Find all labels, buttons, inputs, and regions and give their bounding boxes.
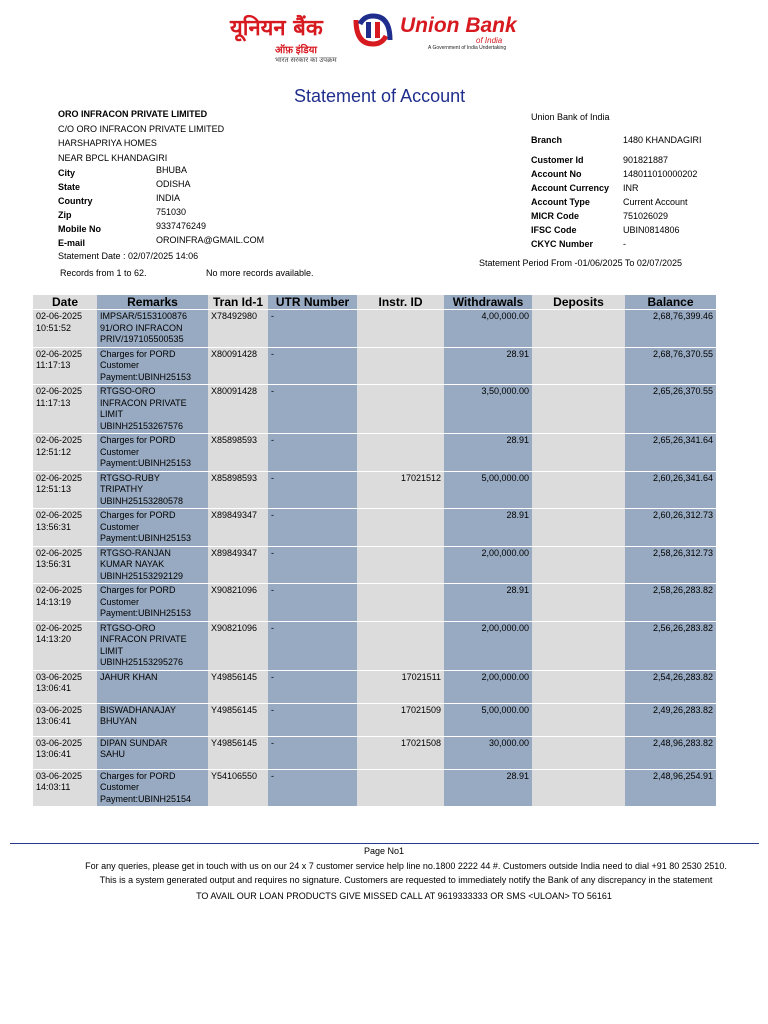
cell-withdrawals: 2,00,000.00 (444, 670, 532, 703)
cell-balance: 2,58,26,312.73 (625, 546, 716, 584)
logo-english-tagline: A Government of India Undertaking (428, 45, 507, 51)
email-label: E-mail (58, 238, 86, 248)
transactions-table (33, 295, 716, 806)
col-header-balance: Balance (625, 295, 716, 310)
customer-address-line2: HARSHAPRIYA HOMES (58, 138, 157, 148)
cell-instr-id (357, 584, 444, 622)
cell-instr-id (357, 434, 444, 472)
email-value: OROINFRA@GMAIL.COM (156, 235, 265, 245)
cell-withdrawals: 5,00,000.00 (444, 703, 532, 736)
cell-deposits (532, 769, 625, 806)
cell-date: 02-06-2025 12:51:12 (33, 434, 97, 472)
cell-remarks: BISWADHANAJAY BHUYAN (97, 703, 208, 736)
cell-instr-id (357, 769, 444, 806)
table-row (33, 310, 716, 348)
account-no-value: 148011010000202 (623, 169, 698, 179)
transactions-body (33, 310, 716, 807)
union-bank-logo-icon (352, 12, 394, 48)
cell-remarks: Charges for PORD Customer Payment:UBINH25153 (97, 509, 208, 547)
cell-deposits (532, 310, 625, 348)
table-header-row (33, 295, 716, 310)
cell-deposits (532, 385, 625, 434)
cell-withdrawals: 28.91 (444, 509, 532, 547)
col-header-utr: UTR Number (268, 295, 357, 310)
statement-period: Statement Period From -01/06/2025 To 02/07/2025 (479, 258, 682, 268)
cell-deposits (532, 434, 625, 472)
col-header-deposits: Deposits (532, 295, 625, 310)
cell-tran-id: X80091428 (208, 347, 268, 385)
cell-balance: 2,58,26,283.82 (625, 584, 716, 622)
cell-deposits (532, 670, 625, 703)
col-header-withdrawals: Withdrawals (444, 295, 532, 310)
logo-english-text: Union Bank (400, 14, 517, 37)
cell-utr: - (268, 621, 357, 670)
logo-english-subtext: of India (476, 36, 503, 45)
page-number: Page No1 (363, 846, 405, 856)
records-range: Records from 1 to 62. (60, 268, 147, 278)
cell-deposits (532, 347, 625, 385)
footer-divider (10, 843, 759, 844)
customer-address-line1: C/O ORO INFRACON PRIVATE LIMITED (58, 124, 225, 134)
col-header-tran-id: Tran Id-1 (208, 295, 268, 310)
page-title: Statement of Account (294, 86, 466, 106)
table-row (33, 621, 716, 670)
cell-tran-id: Y49856145 (208, 703, 268, 736)
cell-instr-id: 17021511 (357, 670, 444, 703)
cell-deposits (532, 471, 625, 509)
logo-hindi-subtext: ऑफ़ इंडिया भारत सरकार का उपक्रम (275, 45, 337, 64)
table-row (33, 471, 716, 509)
cell-date: 02-06-2025 10:51:52 (33, 310, 97, 348)
bank-name: Union Bank of India (531, 112, 610, 122)
cell-withdrawals: 28.91 (444, 434, 532, 472)
account-type-label: Account Type (531, 197, 590, 207)
zip-label: Zip (58, 210, 72, 220)
account-currency-value: INR (623, 183, 639, 193)
cell-utr: - (268, 670, 357, 703)
country-value: INDIA (156, 193, 181, 203)
cell-date: 03-06-2025 13:06:41 (33, 736, 97, 769)
cell-instr-id (357, 621, 444, 670)
cell-balance: 2,48,96,254.91 (625, 769, 716, 806)
table-row (33, 509, 716, 547)
cell-balance: 2,65,26,370.55 (625, 385, 716, 434)
cell-tran-id: Y49856145 (208, 736, 268, 769)
cell-withdrawals: 2,00,000.00 (444, 621, 532, 670)
cell-instr-id (357, 509, 444, 547)
cell-balance: 2,60,26,341.64 (625, 471, 716, 509)
table-row (33, 584, 716, 622)
cell-remarks: RTGSO-ORO INFRACON PRIVATE LIMIT UBINH25153295276 (97, 621, 208, 670)
cell-withdrawals: 30,000.00 (444, 736, 532, 769)
cell-utr: - (268, 546, 357, 584)
ckyc-label: CKYC Number (531, 239, 594, 249)
cell-tran-id: X85898593 (208, 471, 268, 509)
cell-withdrawals: 28.91 (444, 769, 532, 806)
cell-utr: - (268, 584, 357, 622)
cell-utr: - (268, 736, 357, 769)
cell-tran-id: Y49856145 (208, 670, 268, 703)
cell-tran-id: X89849347 (208, 509, 268, 547)
cell-remarks: DIPAN SUNDAR SAHU (97, 736, 208, 769)
cell-date: 02-06-2025 14:13:19 (33, 584, 97, 622)
cell-date: 03-06-2025 13:06:41 (33, 670, 97, 703)
cell-tran-id: X90821096 (208, 584, 268, 622)
cell-utr: - (268, 347, 357, 385)
cell-tran-id: X78492980 (208, 310, 268, 348)
ifsc-label: IFSC Code (531, 225, 577, 235)
customer-id-value: 901821887 (623, 155, 669, 165)
cell-balance: 2,60,26,312.73 (625, 509, 716, 547)
mobile-label: Mobile No (58, 224, 101, 234)
cell-balance: 2,68,76,370.55 (625, 347, 716, 385)
cell-date: 02-06-2025 11:17:13 (33, 385, 97, 434)
cell-instr-id (357, 385, 444, 434)
cell-instr-id: 17021508 (357, 736, 444, 769)
cell-withdrawals: 28.91 (444, 347, 532, 385)
mobile-value: 9337476249 (156, 221, 207, 231)
cell-withdrawals: 2,00,000.00 (444, 546, 532, 584)
footer-loan-promo: TO AVAIL OUR LOAN PRODUCTS GIVE MISSED CALL AT 9619333333 OR SMS <ULOAN> TO 56161 (196, 891, 612, 901)
cell-utr: - (268, 703, 357, 736)
col-header-date: Date (33, 295, 97, 310)
cell-balance: 2,49,26,283.82 (625, 703, 716, 736)
cell-tran-id: X85898593 (208, 434, 268, 472)
table-row (33, 347, 716, 385)
cell-date: 02-06-2025 12:51:13 (33, 471, 97, 509)
cell-instr-id (357, 310, 444, 348)
account-no-label: Account No (531, 169, 582, 179)
micr-value: 751026029 (623, 211, 669, 221)
table-row (33, 434, 716, 472)
cell-instr-id (357, 546, 444, 584)
cell-withdrawals: 5,00,000.00 (444, 471, 532, 509)
cell-balance: 2,48,96,283.82 (625, 736, 716, 769)
cell-balance: 2,54,26,283.82 (625, 670, 716, 703)
cell-remarks: RTGSO-ORO INFRACON PRIVATE LIMIT UBINH25153267576 (97, 385, 208, 434)
cell-instr-id: 17021512 (357, 471, 444, 509)
cell-deposits (532, 546, 625, 584)
zip-value: 751030 (156, 207, 187, 217)
city-label: City (58, 168, 76, 178)
cell-date: 02-06-2025 11:17:13 (33, 347, 97, 385)
cell-remarks: Charges for PORD Customer Payment:UBINH25153 (97, 584, 208, 622)
table-row (33, 546, 716, 584)
cell-remarks: Charges for PORD Customer Payment:UBINH25154 (97, 769, 208, 806)
statement-date: Statement Date : 02/07/2025 14:06 (58, 251, 199, 261)
records-more: No more records available. (206, 268, 314, 278)
cell-tran-id: Y54106550 (208, 769, 268, 806)
cell-tran-id: X90821096 (208, 621, 268, 670)
footer-helpline: For any queries, please get in touch with us on our 24 x 7 customer service help line no.1800 2222 44 #. Customers outside India need to dial +91 80 2530 2510. (85, 861, 727, 871)
table-row (33, 670, 716, 703)
cell-remarks: Charges for PORD Customer Payment:UBINH25153 (97, 434, 208, 472)
state-value: ODISHA (156, 179, 191, 189)
cell-date: 02-06-2025 13:56:31 (33, 546, 97, 584)
cell-date: 02-06-2025 13:56:31 (33, 509, 97, 547)
cell-remarks: JAHUR KHAN (97, 670, 208, 703)
cell-withdrawals: 4,00,000.00 (444, 310, 532, 348)
cell-remarks: Charges for PORD Customer Payment:UBINH25153 (97, 347, 208, 385)
cell-utr: - (268, 385, 357, 434)
cell-utr: - (268, 509, 357, 547)
cell-tran-id: X89849347 (208, 546, 268, 584)
col-header-remarks: Remarks (97, 295, 208, 310)
footer-disclaimer: This is a system generated output and requires no signature. Customers are requested to immediately notify the Bank of any discrepancy in the statement (99, 875, 713, 885)
micr-label: MICR Code (531, 211, 579, 221)
cell-instr-id (357, 347, 444, 385)
table-row (33, 385, 716, 434)
customer-name: ORO INFRACON PRIVATE LIMITED (58, 109, 208, 119)
cell-date: 03-06-2025 13:06:41 (33, 703, 97, 736)
branch-value: 1480 KHANDAGIRI (623, 135, 702, 145)
table-row (33, 769, 716, 806)
branch-label: Branch (531, 135, 563, 145)
cell-date: 02-06-2025 14:13:20 (33, 621, 97, 670)
cell-deposits (532, 584, 625, 622)
cell-deposits (532, 703, 625, 736)
cell-withdrawals: 28.91 (444, 584, 532, 622)
cell-withdrawals: 3,50,000.00 (444, 385, 532, 434)
cell-remarks: RTGSO-RUBY TRIPATHY UBINH25153280578 (97, 471, 208, 509)
cell-deposits (532, 509, 625, 547)
city-value: BHUBA (156, 165, 188, 175)
cell-tran-id: X80091428 (208, 385, 268, 434)
cell-utr: - (268, 769, 357, 806)
cell-utr: - (268, 434, 357, 472)
customer-id-label: Customer Id (531, 155, 584, 165)
account-type-value: Current Account (623, 197, 688, 207)
cell-instr-id: 17021509 (357, 703, 444, 736)
account-currency-label: Account Currency (531, 183, 610, 193)
country-label: Country (58, 196, 93, 206)
ifsc-value: UBIN0814806 (623, 225, 680, 235)
cell-balance: 2,68,76,399.46 (625, 310, 716, 348)
ckyc-value: - (623, 239, 626, 249)
cell-utr: - (268, 310, 357, 348)
table-row (33, 736, 716, 769)
cell-remarks: RTGSO-RANJAN KUMAR NAYAK UBINH25153292129 (97, 546, 208, 584)
table-row (33, 703, 716, 736)
cell-deposits (532, 736, 625, 769)
logo-hindi-text: यूनियन बैंक (230, 16, 323, 41)
cell-remarks: IMPSAR/5153100876 91/ORO INFRACON PRIV/197105500535 (97, 310, 208, 348)
cell-deposits (532, 621, 625, 670)
state-label: State (58, 182, 81, 192)
col-header-instr-id: Instr. ID (357, 295, 444, 310)
cell-balance: 2,65,26,341.64 (625, 434, 716, 472)
cell-date: 03-06-2025 14:03:11 (33, 769, 97, 806)
cell-utr: - (268, 471, 357, 509)
cell-balance: 2,56,26,283.82 (625, 621, 716, 670)
customer-address-line3: NEAR BPCL KHANDAGIRI (58, 153, 168, 163)
